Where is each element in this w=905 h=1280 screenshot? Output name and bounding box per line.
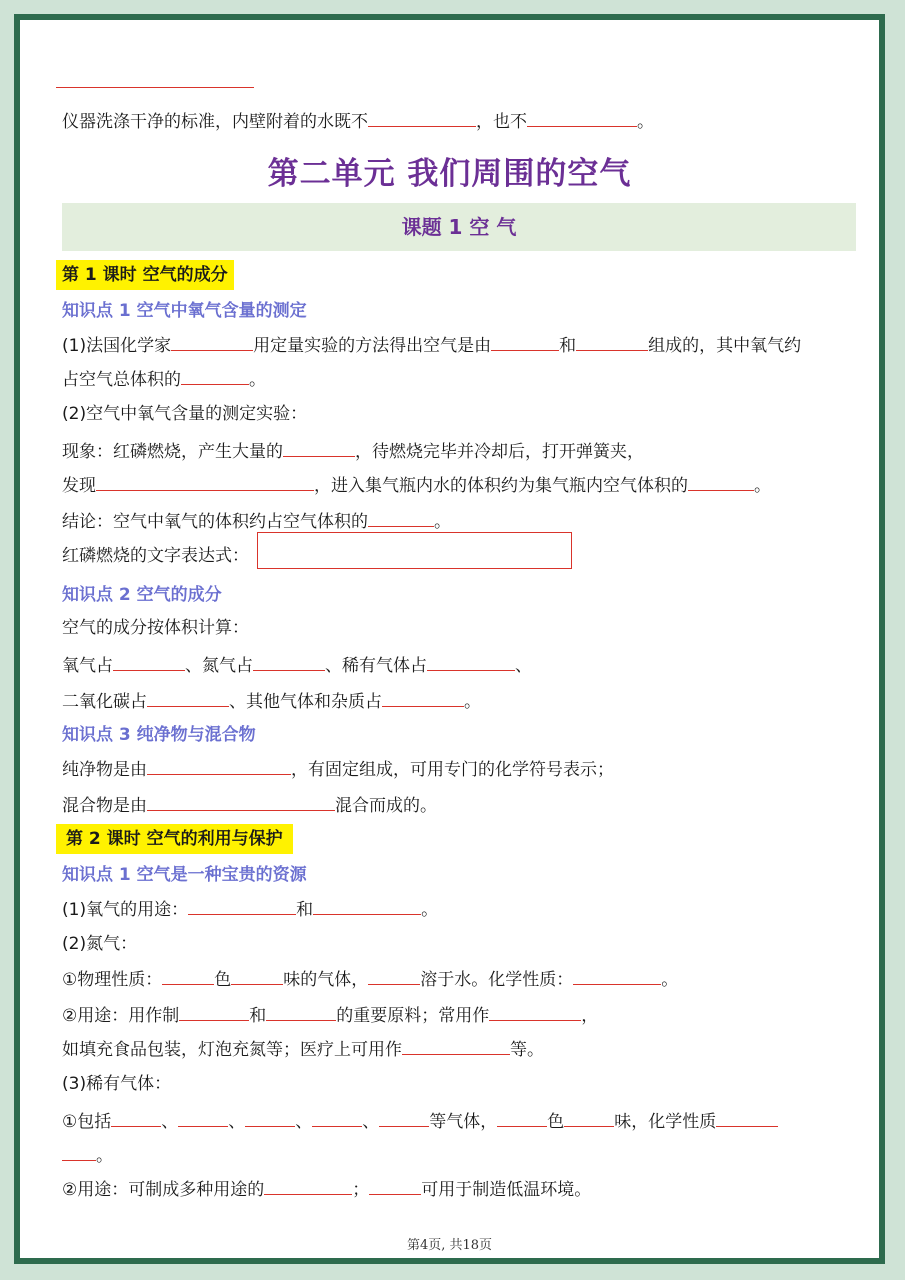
kp-title: 知识点 1 空气中氧气含量的测定 bbox=[62, 301, 307, 321]
kp-title: 知识点 2 空气的成分 bbox=[62, 585, 222, 605]
fill-blank bbox=[147, 688, 229, 707]
text: 。 bbox=[464, 692, 481, 712]
fill-blank bbox=[716, 1108, 778, 1127]
text: 。 bbox=[421, 900, 439, 920]
fill-blank bbox=[266, 1002, 336, 1021]
text: 味，化学性质 bbox=[614, 1112, 717, 1132]
text: ， bbox=[581, 1006, 599, 1026]
text: 。 bbox=[661, 970, 679, 990]
text: 混合物是由 bbox=[62, 796, 147, 816]
text-line bbox=[62, 366, 266, 392]
fill-blank bbox=[368, 108, 476, 127]
text: 。 bbox=[96, 1146, 113, 1166]
lesson2-label: 第 2 课时 空气的利用与保护 bbox=[56, 824, 293, 854]
fill-blank bbox=[368, 966, 420, 985]
text-line bbox=[62, 652, 532, 678]
fill-blank bbox=[181, 366, 249, 385]
fill-blank bbox=[402, 1036, 510, 1055]
fill-blank bbox=[231, 966, 283, 985]
fill-blank bbox=[111, 1108, 161, 1127]
text: 、 bbox=[161, 1112, 179, 1132]
text-line bbox=[62, 688, 481, 714]
fill-blank bbox=[171, 332, 253, 351]
text: 结论：空气中氧气的体积约占空气体积的 bbox=[62, 512, 368, 532]
text: 纯净物是由 bbox=[62, 760, 147, 780]
text: 、稀有气体占 bbox=[325, 656, 427, 676]
fill-blank bbox=[113, 652, 185, 671]
text: 、 bbox=[515, 656, 532, 676]
worksheet-page bbox=[14, 14, 885, 1264]
text: 的重要原料；常用作 bbox=[336, 1006, 490, 1026]
text: ，进入集气瓶内水的体积约为集气瓶内空气体积的 bbox=[314, 476, 688, 496]
fill-blank bbox=[62, 1142, 96, 1161]
text: ，也不 bbox=[476, 112, 527, 132]
text: 和 bbox=[249, 1006, 267, 1026]
text: 、 bbox=[362, 1112, 380, 1132]
top-blank-line bbox=[56, 86, 254, 88]
text: 二氧化碳占 bbox=[62, 692, 147, 712]
text-line bbox=[62, 332, 801, 358]
fill-blank bbox=[369, 1176, 421, 1195]
fill-blank bbox=[573, 966, 661, 985]
fill-blank bbox=[368, 508, 434, 527]
fill-blank bbox=[96, 472, 314, 491]
text: 、 bbox=[295, 1112, 313, 1132]
fill-blank bbox=[313, 896, 421, 915]
fill-blank bbox=[312, 1108, 362, 1127]
text: 可用于制造低温环境。 bbox=[421, 1180, 592, 1200]
text-line bbox=[62, 756, 614, 782]
text: ①物理性质： bbox=[62, 970, 163, 990]
fill-blank bbox=[147, 756, 291, 775]
fill-blank bbox=[497, 1108, 547, 1127]
text: 。 bbox=[754, 476, 771, 496]
text: 、 bbox=[228, 1112, 246, 1132]
text: ②用途：可制成多种用途的 bbox=[62, 1180, 265, 1200]
page-footer: 第4页, 共18页 bbox=[406, 1238, 493, 1253]
text-line: (3)稀有气体： bbox=[62, 1074, 172, 1094]
fill-blank bbox=[688, 472, 754, 491]
text-line bbox=[62, 1142, 113, 1168]
text: 和 bbox=[296, 900, 314, 920]
unit-title: 第二单元 我们周围的空气 bbox=[267, 156, 632, 192]
text: (1)法国化学家 bbox=[62, 336, 172, 356]
text: 等。 bbox=[510, 1040, 544, 1060]
text: ； bbox=[352, 1180, 370, 1200]
answer-box bbox=[257, 532, 572, 569]
fill-blank bbox=[427, 652, 515, 671]
text: 组成的，其中氧气约 bbox=[648, 336, 802, 356]
text-line bbox=[62, 1002, 598, 1028]
fill-blank bbox=[162, 966, 214, 985]
fill-blank bbox=[188, 896, 296, 915]
fill-blank bbox=[379, 1108, 429, 1127]
text: ，有固定组成，可用专门的化学符号表示； bbox=[291, 760, 614, 780]
kp-title: 知识点 3 纯净物与混合物 bbox=[62, 725, 256, 745]
text: 仪器洗涤干净的标准，内壁附着的水既不 bbox=[62, 112, 368, 132]
fill-blank bbox=[527, 108, 637, 127]
text-line: 红磷燃烧的文字表达式： bbox=[62, 546, 249, 566]
text-line bbox=[62, 966, 678, 992]
fill-blank bbox=[576, 332, 648, 351]
fill-blank bbox=[489, 1002, 581, 1021]
text: 如填充食品包装，灯泡充氮等；医疗上可用作 bbox=[62, 1040, 402, 1060]
text: 溶于水。化学性质： bbox=[420, 970, 574, 990]
fill-blank bbox=[491, 332, 559, 351]
fill-blank bbox=[253, 652, 325, 671]
text-line bbox=[62, 108, 654, 134]
text-line bbox=[62, 508, 451, 534]
text: 、其他气体和杂质占 bbox=[229, 692, 382, 712]
text: ，待燃烧完毕并冷却后，打开弹簧夹， bbox=[355, 442, 644, 462]
text: 发现 bbox=[62, 476, 96, 496]
fill-blank bbox=[179, 1002, 249, 1021]
text: 。 bbox=[434, 512, 451, 532]
text: 色 bbox=[214, 970, 232, 990]
fill-blank bbox=[147, 792, 335, 811]
text-line: (2)氮气： bbox=[62, 934, 138, 954]
text: 。 bbox=[249, 370, 266, 390]
text-line bbox=[62, 1036, 544, 1062]
topic-banner: 课题 1 空 气 bbox=[62, 203, 856, 251]
fill-blank bbox=[283, 438, 355, 457]
text: ②用途：用作制 bbox=[62, 1006, 180, 1026]
text-line bbox=[62, 1176, 591, 1202]
lesson1-label: 第 1 课时 空气的成分 bbox=[56, 260, 234, 290]
text: 氧气占 bbox=[62, 656, 113, 676]
text-line bbox=[62, 1108, 778, 1134]
fill-blank bbox=[245, 1108, 295, 1127]
fill-blank bbox=[564, 1108, 614, 1127]
text-line bbox=[62, 896, 438, 922]
kp-title: 知识点 1 空气是一种宝贵的资源 bbox=[62, 865, 307, 885]
text: 现象：红磷燃烧，产生大量的 bbox=[62, 442, 283, 462]
text: (1)氧气的用途： bbox=[62, 900, 189, 920]
text: 、氮气占 bbox=[185, 656, 253, 676]
text: 占空气总体积的 bbox=[62, 370, 181, 390]
text: 。 bbox=[637, 112, 654, 132]
text-line bbox=[62, 472, 771, 498]
fill-blank bbox=[178, 1108, 228, 1127]
text-line bbox=[62, 792, 437, 818]
text: 混合而成的。 bbox=[335, 796, 437, 816]
text: 用定量实验的方法得出空气是由 bbox=[253, 336, 492, 356]
text: 等气体， bbox=[429, 1112, 498, 1132]
text: 和 bbox=[559, 336, 577, 356]
fill-blank bbox=[382, 688, 464, 707]
text: 色 bbox=[547, 1112, 565, 1132]
text-line bbox=[62, 438, 644, 464]
text-line: (2)空气中氧气含量的测定实验： bbox=[62, 404, 308, 424]
text: 味的气体， bbox=[283, 970, 369, 990]
fill-blank bbox=[264, 1176, 352, 1195]
text: ①包括 bbox=[62, 1112, 112, 1132]
text-line: 空气的成分按体积计算： bbox=[62, 618, 249, 638]
